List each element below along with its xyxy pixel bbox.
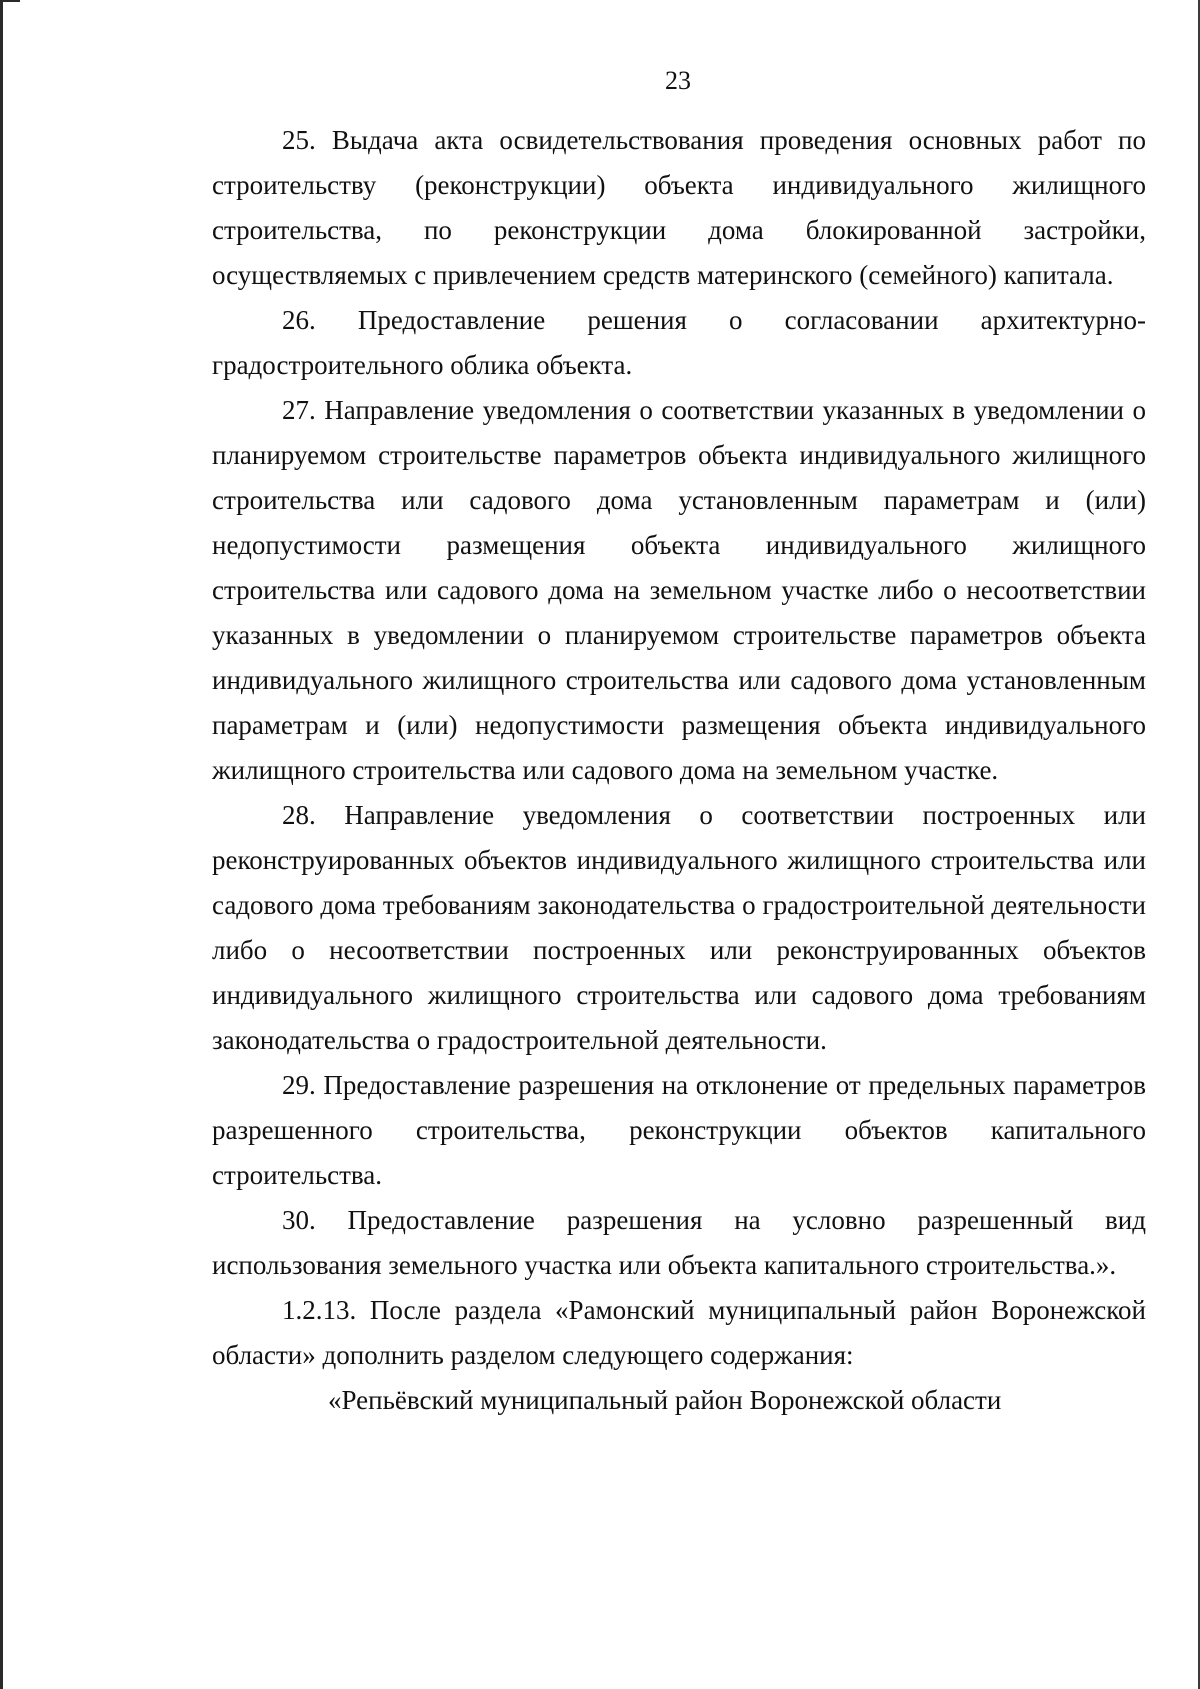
paragraph-amendment-1-2-13: 1.2.13. После раздела «Рамонский муниципальный район Воронежской области» дополнить разделом следующего содержания: [212,1295,1146,1370]
paragraph-item-27: 27. Направление уведомления о соответствии указанных в уведомлении о планируемом строительстве параметров объекта индивидуального жилищного строительства или садового дома установленным параметрам и (или) недопустимости размещения объекта индивидуального жилищного строительства или садового дома на земельном участке либо о несоответствии указанных в уведомлении о планируемом строительстве параметров объекта индивидуального жилищного строительства или садового дома установленным параметрам и (или) недопустимости размещения объекта индивидуального жилищного строительства или садового дома на земельном участке. [212,395,1146,785]
paragraph-item-28: 28. Направление уведомления о соответствии построенных или реконструированных объектов индивидуального жилищного строительства или садового дома требованиям законодательства о градостроительной деятельности либо о несоответствии построенных или реконструированных объектов индивидуального жилищного строительства или садового дома требованиям законодательства о градостроительной деятельности. [212,800,1146,1055]
scan-border-left [0,0,3,1689]
section-heading-repyovsky-district: «Репьёвский муниципальный район Воронежской области [328,1385,1002,1415]
paragraph-item-26: 26. Предоставление решения о согласовании архитектурно-градостроительного облика объекта. [212,305,1146,380]
document-body [212,118,1146,1423]
paragraph-item-29: 29. Предоставление разрешения на отклонение от предельных параметров разрешенного строительства, реконструкции объектов капитального строительства. [212,1070,1146,1190]
scan-border-top [0,0,20,2]
page-number: 23 [665,66,691,95]
paragraph-item-30: 30. Предоставление разрешения на условно разрешенный вид использования земельного участка или объекта капитального строительства.». [212,1205,1146,1280]
paragraph-item-25: 25. Выдача акта освидетельствования проведения основных работ по строительству (реконструкции) объекта индивидуального жилищного строительства, по реконструкции дома блокированной застройки, осуществляемых с привлечением средств материнского (семейного) капитала. [212,125,1146,290]
